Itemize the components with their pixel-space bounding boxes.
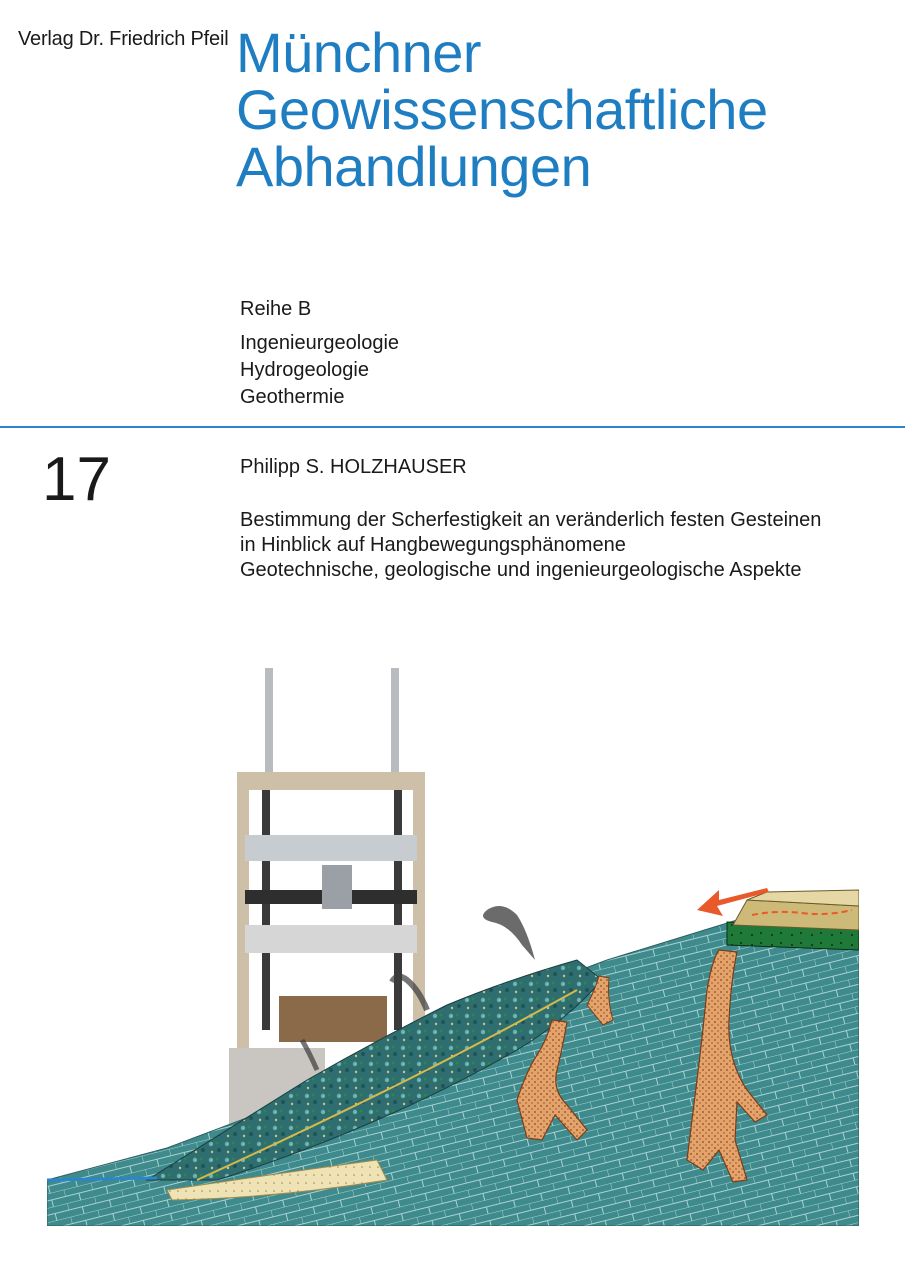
book-title-line-2: in Hinblick auf Hangbewegungsphänomene (240, 534, 626, 556)
divider-rule (0, 426, 905, 428)
subject-item: Geothermie (240, 386, 345, 408)
water-surface (47, 1178, 157, 1180)
smoke-plume-1 (483, 906, 535, 960)
cover-illustration (47, 660, 859, 1226)
series-title-line-2: Geowissenschaftliche (236, 78, 768, 141)
series-label: Reihe B (240, 298, 312, 320)
book-title-line-3: Geotechnische, geologische und ingenieurgeologische Aspekte (240, 559, 802, 581)
subject-item: Ingenieurgeologie (240, 332, 400, 354)
series-title (236, 21, 768, 198)
series-title-line-1: Münchner (236, 21, 482, 84)
volume-number: 17 (42, 445, 111, 514)
book-title (240, 508, 821, 583)
subject-item: Hydrogeologie (240, 359, 369, 381)
publisher-name: Verlag Dr. Friedrich Pfeil (18, 28, 229, 50)
scarp-block (725, 890, 859, 960)
subjects-list (240, 330, 399, 411)
author-name: Philipp S. HOLZHAUSER (240, 456, 467, 478)
series-title-line-3: Abhandlungen (236, 135, 592, 198)
book-title-line-1: Bestimmung der Scherfestigkeit an veränderlich festen Gesteinen (240, 509, 822, 531)
